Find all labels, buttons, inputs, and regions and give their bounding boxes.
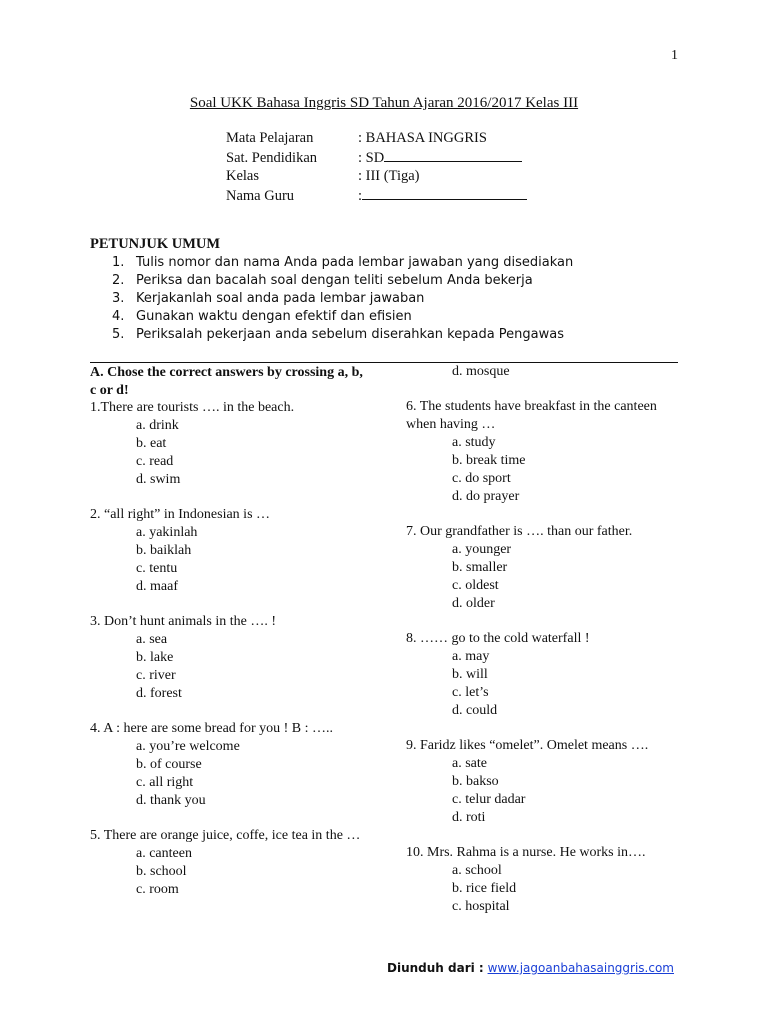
answer-option[interactable]: a. yakinlah	[136, 525, 198, 540]
answer-option[interactable]: b. bakso	[452, 774, 499, 789]
question-text: 5. There are orange juice, coffe, ice tea in the …	[90, 828, 361, 843]
info-label: Nama Guru	[226, 188, 295, 204]
info-block	[226, 129, 527, 205]
instruction-number: 2.	[112, 273, 125, 288]
instruction-text: Gunakan waktu dengan efektif dan efisien	[136, 309, 412, 324]
answer-option[interactable]: a. canteen	[136, 846, 192, 861]
section-a-title: A. Chose the correct answers by crossing a, b, c or d!	[90, 365, 363, 398]
question-text: 2. “all right” in Indonesian is …	[90, 507, 271, 522]
answer-option[interactable]: c. let’s	[452, 685, 489, 700]
right-question-column	[406, 363, 686, 933]
info-value: : BAHASA INGGRIS	[358, 130, 487, 146]
answer-option[interactable]: d. could	[452, 703, 498, 718]
answer-option[interactable]: a. you’re welcome	[136, 739, 240, 754]
instruction-item	[112, 254, 573, 272]
answer-option[interactable]: c. river	[136, 668, 176, 683]
question-text: 7. Our grandfather is …. than our father.	[406, 524, 633, 539]
info-row-school	[226, 148, 527, 167]
question-item	[406, 523, 686, 613]
answer-option[interactable]: b. will	[452, 667, 488, 682]
fill-in-line	[362, 186, 527, 200]
instruction-number: 1.	[112, 255, 125, 270]
question-item	[406, 844, 686, 916]
info-row-class	[226, 167, 527, 186]
instruction-item	[112, 272, 573, 290]
info-value: : III (Tiga)	[358, 168, 420, 184]
instruction-text: Tulis nomor dan nama Anda pada lembar jawaban yang disediakan	[136, 255, 574, 270]
question-item	[90, 720, 380, 810]
info-value: :	[358, 188, 363, 204]
question-item	[406, 630, 686, 720]
answer-option[interactable]: d. forest	[136, 686, 182, 701]
answer-option[interactable]: b. break time	[452, 453, 526, 468]
question-text: 10. Mrs. Rahma is a nurse. He works in….	[406, 845, 646, 860]
answer-option[interactable]: a. school	[452, 863, 502, 878]
info-row-teacher	[226, 186, 527, 205]
instruction-item	[112, 290, 573, 308]
instruction-text: Kerjakanlah soal anda pada lembar jawaban	[136, 291, 425, 306]
answer-option[interactable]: c. do sport	[452, 471, 511, 486]
answer-option[interactable]: b. eat	[136, 436, 167, 451]
question-item	[406, 398, 686, 506]
answer-option[interactable]: d. roti	[452, 810, 486, 825]
answer-option[interactable]: c. all right	[136, 775, 194, 790]
instruction-text: Periksa dan bacalah soal dengan teliti sebelum Anda bekerja	[136, 273, 533, 288]
question-text: 4. A : here are some bread for you ! B : …..	[90, 721, 333, 736]
info-label: Kelas	[226, 168, 260, 184]
answer-option[interactable]: a. may	[452, 649, 490, 664]
instruction-text: Periksalah pekerjaan anda sebelum diserahkan kepada Pengawas	[136, 327, 565, 342]
answer-option[interactable]: c. room	[136, 882, 179, 897]
info-value: : SD	[358, 150, 385, 166]
instruction-item	[112, 326, 573, 344]
answer-option[interactable]: d. swim	[136, 472, 181, 487]
question-item	[90, 613, 380, 703]
petunjuk-heading: PETUNJUK UMUM	[90, 236, 221, 252]
instruction-number: 3.	[112, 291, 125, 306]
document-title: Soal UKK Bahasa Inggris SD Tahun Ajaran 2016/2017 Kelas III	[189, 95, 579, 111]
answer-option[interactable]: a. sate	[452, 756, 487, 771]
footer-label: Diunduh dari :	[387, 961, 484, 975]
answer-option[interactable]: a. sea	[136, 632, 168, 647]
question-item	[406, 737, 686, 827]
answer-option[interactable]: d. do prayer	[452, 489, 520, 504]
answer-option[interactable]: a. study	[452, 435, 496, 450]
answer-option[interactable]: c. hospital	[452, 899, 510, 914]
question-text: 1.There are tourists …. in the beach.	[90, 400, 295, 415]
fill-in-line	[384, 148, 522, 162]
footer	[387, 961, 674, 975]
answer-option[interactable]: b. lake	[136, 650, 174, 665]
footer-link[interactable]: www.jagoanbahasainggris.com	[487, 961, 674, 975]
answer-option[interactable]: b. baiklah	[136, 543, 192, 558]
question-item	[406, 363, 686, 381]
answer-option[interactable]: c. tentu	[136, 561, 178, 576]
question-text: 6. The students have breakfast in the canteen when having …	[406, 399, 657, 432]
answer-option[interactable]: c. read	[136, 454, 174, 469]
answer-option[interactable]: d. mosque	[452, 364, 510, 379]
answer-option[interactable]: d. thank you	[136, 793, 206, 808]
answer-option[interactable]: b. smaller	[452, 560, 508, 575]
answer-option[interactable]: b. of course	[136, 757, 202, 772]
question-text: 8. …… go to the cold waterfall !	[406, 631, 590, 646]
info-row-subject	[226, 129, 527, 148]
page-number: 1	[671, 48, 678, 63]
info-label: Sat. Pendidikan	[226, 150, 318, 166]
answer-option[interactable]: d. older	[452, 596, 495, 611]
answer-option[interactable]: b. rice field	[452, 881, 517, 896]
instruction-item	[112, 308, 573, 326]
answer-option[interactable]: d. maaf	[136, 579, 178, 594]
question-item	[90, 506, 380, 596]
answer-option[interactable]: a. drink	[136, 418, 179, 433]
info-label: Mata Pelajaran	[226, 130, 314, 146]
instruction-number: 5.	[112, 327, 125, 342]
instruction-list	[112, 254, 573, 344]
question-text: 9. Faridz likes “omelet”. Omelet means ….	[406, 738, 649, 753]
question-item	[90, 827, 380, 899]
answer-option[interactable]: a. younger	[452, 542, 512, 557]
question-text: 3. Don’t hunt animals in the …. !	[90, 614, 276, 629]
answer-option[interactable]: c. oldest	[452, 578, 499, 593]
instruction-number: 4.	[112, 309, 125, 324]
question-item	[90, 399, 380, 489]
left-question-column	[90, 399, 380, 916]
answer-option[interactable]: c. telur dadar	[452, 792, 526, 807]
answer-option[interactable]: b. school	[136, 864, 187, 879]
